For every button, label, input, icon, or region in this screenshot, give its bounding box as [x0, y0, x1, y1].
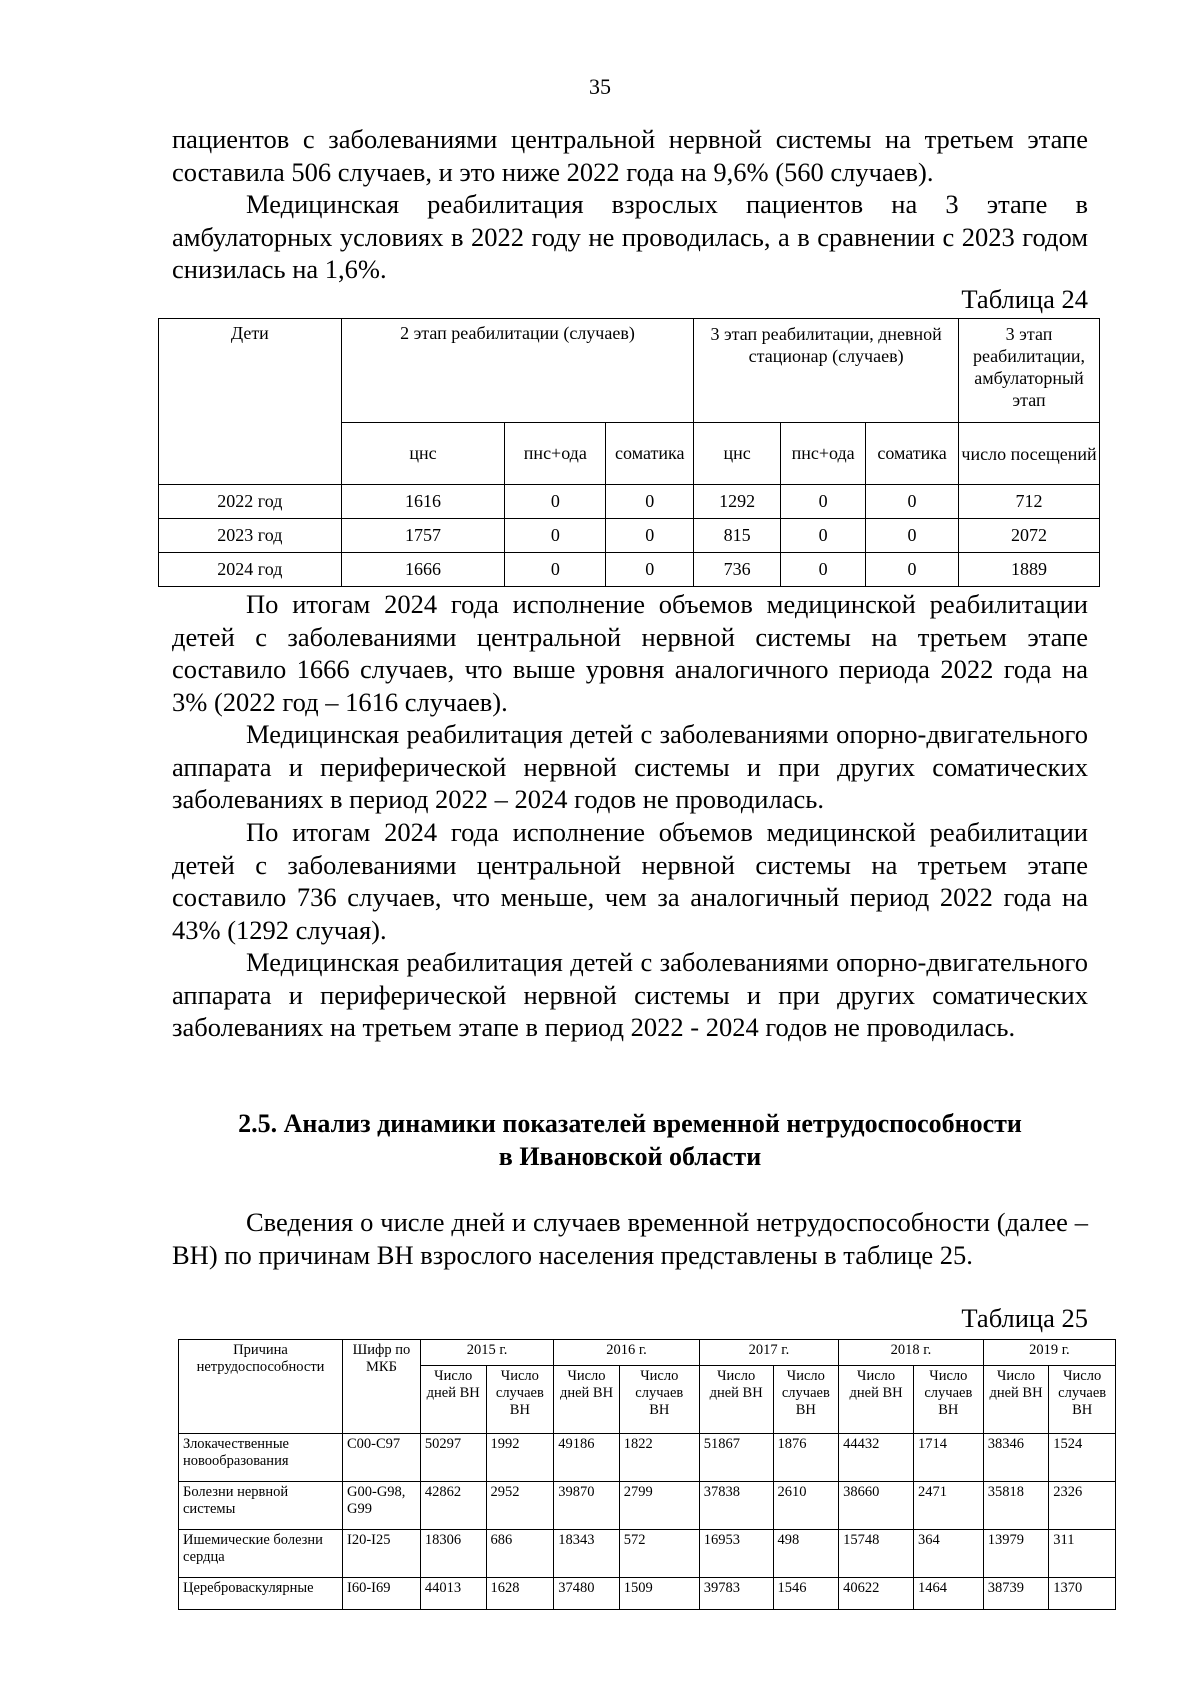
cell: 38346 [983, 1434, 1049, 1482]
paragraph-children-oda-1: Медицинская реабилитация детей с заболеваниями опорно-двигательного аппарата и периферической нервной системы и при других соматических заболеваниях в период 2022 – 2024 годов не проводилась. [172, 719, 1088, 814]
table-row [179, 1434, 1116, 1482]
cell: 311 [1049, 1530, 1116, 1578]
row-cause: Цереброваскулярные [179, 1578, 343, 1610]
header-icd: Шифр по МКБ [343, 1340, 421, 1434]
table-row [159, 553, 1100, 587]
subheader-cases: Число случаев ВН [486, 1366, 554, 1434]
cell: 35818 [983, 1482, 1049, 1530]
cell: 0 [606, 553, 694, 587]
cell: 0 [505, 519, 606, 553]
cell: 37838 [699, 1482, 773, 1530]
table-row [179, 1578, 1116, 1610]
cell: 39870 [554, 1482, 620, 1530]
row-icd: I20-I25 [343, 1530, 421, 1578]
subheader-days: Число дней ВН [554, 1366, 620, 1434]
cell: 38660 [839, 1482, 914, 1530]
paragraph-children-oda-2: Медицинская реабилитация детей с заболеваниями опорно-двигательного аппарата и периферической нервной системы и при других соматических заболеваниях на третьем этапе в период 2022 - 2024 годов не проводилась. [172, 947, 1088, 1042]
cell: 364 [913, 1530, 983, 1578]
row-icd: C00-C97 [343, 1434, 421, 1482]
cell: 572 [619, 1530, 699, 1578]
paragraph-continuation: пациентов с заболеваниями центральной нервной системы на третьем этапе составила 506 случаев, и это ниже 2022 года на 9,6% (560 случаев). [172, 124, 1088, 187]
section-heading-line2: в Ивановской области [498, 1142, 762, 1171]
cell: 18343 [554, 1530, 620, 1578]
cell: 1666 [341, 553, 505, 587]
cell: 815 [694, 519, 781, 553]
cell: 1822 [619, 1434, 699, 1482]
row-label: 2024 год [159, 553, 342, 587]
header-stage3-amb: 3 этап реабилитации, амбулаторный этап [959, 319, 1100, 423]
table25-caption: Таблица 25 [961, 1303, 1088, 1333]
cell: 2072 [959, 519, 1100, 553]
cell: 49186 [554, 1434, 620, 1482]
table24-caption: Таблица 24 [961, 284, 1088, 314]
cell: 18306 [420, 1530, 486, 1578]
cell: 40622 [839, 1578, 914, 1610]
cell: 0 [505, 553, 606, 587]
header-year: 2017 г. [699, 1340, 838, 1366]
cell: 0 [866, 553, 959, 587]
cell: 1889 [959, 553, 1100, 587]
row-cause: Болезни нервной системы [179, 1482, 343, 1530]
paragraph-children-cns-1666: По итогам 2024 года исполнение объемов медицинской реабилитации детей с заболеваниями центральной нервной системы на третьем этапе составило 1666 случаев, что выше уровня аналогичного периода 2022 года на 3% (2022 год – 1616 случаев). [172, 589, 1088, 717]
cell: 1509 [619, 1578, 699, 1610]
cell: 1370 [1049, 1578, 1116, 1610]
page-number: 35 [589, 74, 611, 99]
cell: 13979 [983, 1530, 1049, 1578]
header-year: 2019 г. [983, 1340, 1115, 1366]
cell: 16953 [699, 1530, 773, 1578]
row-label: 2023 год [159, 519, 342, 553]
paragraph-adult-rehab: Медицинская реабилитация взрослых пациентов на 3 этапе в амбулаторных условиях в 2022 году не проводилась, а в сравнении с 2023 годом снизилась на 1,6%. [172, 189, 1088, 284]
subheader-pns: пнс+ода [781, 423, 866, 485]
table-row [159, 485, 1100, 519]
header-cause: Причина нетрудоспособности [179, 1340, 343, 1434]
cell: 1616 [341, 485, 505, 519]
cell: 0 [781, 553, 866, 587]
cell: 1546 [773, 1578, 839, 1610]
cell: 39783 [699, 1578, 773, 1610]
section-heading-line1: 2.5. Анализ динамики показателей временной нетрудоспособности [238, 1109, 1022, 1138]
subheader-pns: пнс+ода [505, 423, 606, 485]
cell: 1992 [486, 1434, 554, 1482]
cell: 44432 [839, 1434, 914, 1482]
cell: 2952 [486, 1482, 554, 1530]
cell: 0 [781, 519, 866, 553]
paragraph-intro-table25: Сведения о числе дней и случаев временной нетрудоспособности (далее – ВН) по причинам ВН взрослого населения представлены в таблице 25. [172, 1207, 1088, 1270]
cell: 498 [773, 1530, 839, 1578]
cell: 1714 [913, 1434, 983, 1482]
table-row [179, 1482, 1116, 1530]
cell: 1464 [913, 1578, 983, 1610]
paragraph-children-cns-736: По итогам 2024 года исполнение объемов медицинской реабилитации детей с заболеваниями центральной нервной системы на третьем этапе составило 736 случаев, что меньше, чем за аналогичный период 2022 года на 43% (1292 случая). [172, 817, 1088, 945]
cell: 50297 [420, 1434, 486, 1482]
header-year: 2016 г. [554, 1340, 700, 1366]
subheader-days: Число дней ВН [839, 1366, 914, 1434]
row-cause: Злокачественные новообразования [179, 1434, 343, 1482]
cell: 736 [694, 553, 781, 587]
cell: 1292 [694, 485, 781, 519]
cell: 2610 [773, 1482, 839, 1530]
row-label: 2022 год [159, 485, 342, 519]
header-stage2: 2 этап реабилитации (случаев) [341, 319, 694, 423]
cell: 0 [505, 485, 606, 519]
subheader-cns: цнс [341, 423, 505, 485]
table-row [159, 519, 1100, 553]
cell: 0 [781, 485, 866, 519]
row-cause: Ишемические болезни сердца [179, 1530, 343, 1578]
cell: 38739 [983, 1578, 1049, 1610]
section-heading [172, 1107, 1088, 1173]
cell: 0 [606, 519, 694, 553]
subheader-somatic: соматика [866, 423, 959, 485]
table-row [179, 1530, 1116, 1578]
cell: 0 [866, 485, 959, 519]
cell: 51867 [699, 1434, 773, 1482]
header-children: Дети [159, 319, 342, 485]
subheader-cns: цнс [694, 423, 781, 485]
subheader-cases: Число случаев ВН [773, 1366, 839, 1434]
subheader-cases: Число случаев ВН [913, 1366, 983, 1434]
subheader-days: Число дней ВН [699, 1366, 773, 1434]
cell: 37480 [554, 1578, 620, 1610]
cell: 0 [866, 519, 959, 553]
cell: 44013 [420, 1578, 486, 1610]
header-year: 2015 г. [420, 1340, 553, 1366]
row-icd: I60-I69 [343, 1578, 421, 1610]
header-year: 2018 г. [839, 1340, 984, 1366]
row-icd: G00-G98, G99 [343, 1482, 421, 1530]
cell: 686 [486, 1530, 554, 1578]
cell: 15748 [839, 1530, 914, 1578]
cell: 0 [606, 485, 694, 519]
cell: 1876 [773, 1434, 839, 1482]
subheader-days: Число дней ВН [420, 1366, 486, 1434]
cell: 2471 [913, 1482, 983, 1530]
cell: 42862 [420, 1482, 486, 1530]
subheader-somatic: соматика [606, 423, 694, 485]
cell: 2799 [619, 1482, 699, 1530]
subheader-visits: число посещений [959, 423, 1100, 485]
cell: 1524 [1049, 1434, 1116, 1482]
cell: 1628 [486, 1578, 554, 1610]
table-24 [158, 318, 1100, 587]
cell: 1757 [341, 519, 505, 553]
subheader-days: Число дней ВН [983, 1366, 1049, 1434]
subheader-cases: Число случаев ВН [1049, 1366, 1116, 1434]
header-stage3-day: 3 этап реабилитации, дневной стационар (случаев) [694, 319, 959, 423]
cell: 712 [959, 485, 1100, 519]
table-25 [178, 1339, 1116, 1610]
cell: 2326 [1049, 1482, 1116, 1530]
subheader-cases: Число случаев ВН [619, 1366, 699, 1434]
